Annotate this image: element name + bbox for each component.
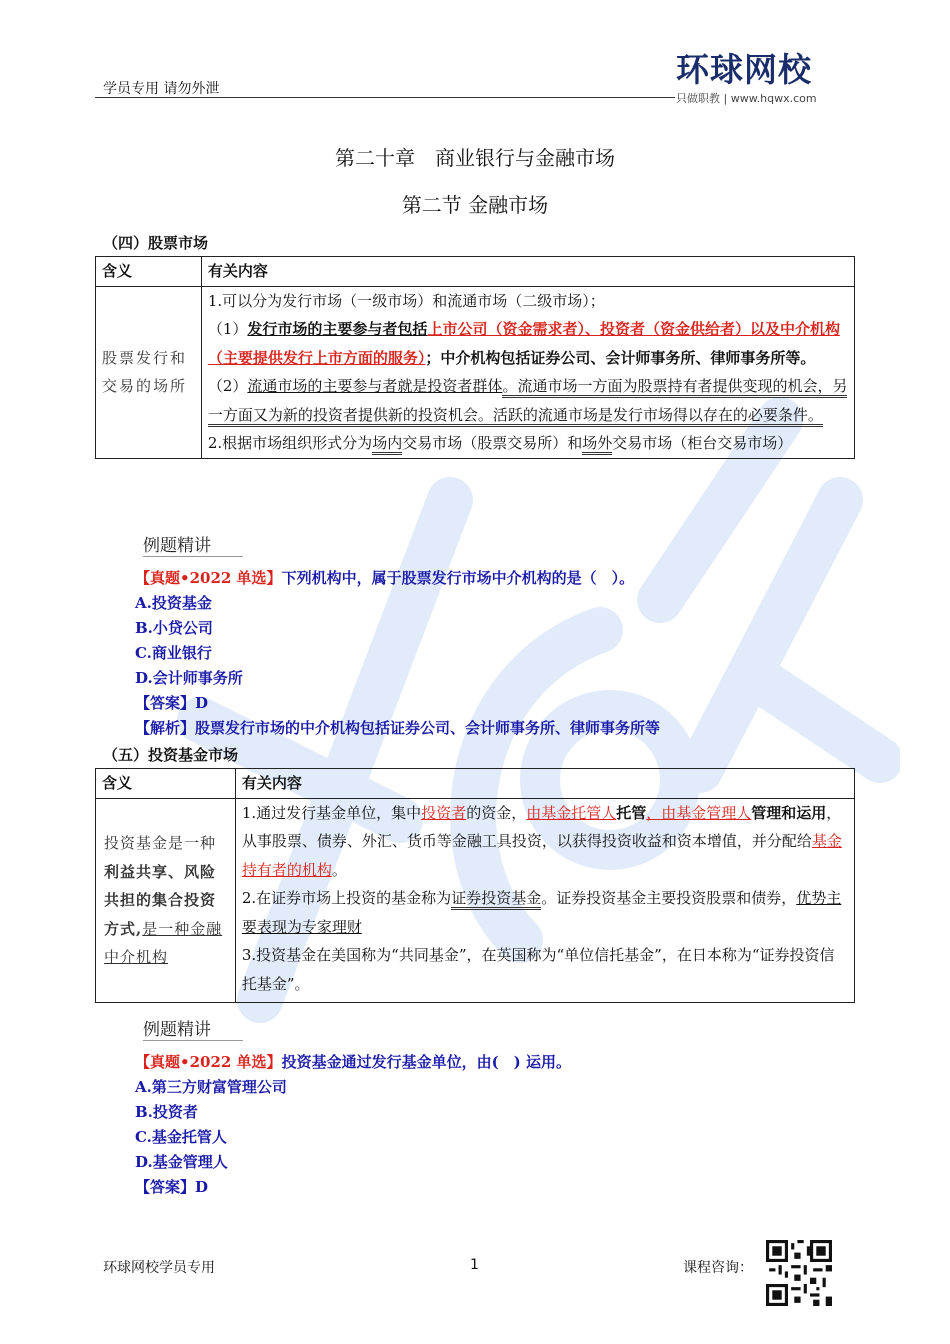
chapter-title: 第二十章 商业银行与金融市场 xyxy=(335,146,615,170)
question-tag: 【真题•2022 单选】 xyxy=(135,569,282,587)
row-label-fund: 投资基金是一种利益共享、风险共担的集合投资方式,是一种金融中介机构 xyxy=(96,798,236,1003)
question-tag-2: 【真题•2022 单选】 xyxy=(135,1053,282,1071)
example-title-divider-2 xyxy=(143,1040,243,1041)
logo-name: 环球网校 xyxy=(676,50,812,89)
fund-point-1: 1.通过发行基金单位，集中投资者的资金，由基金托管人托管，由基金管理人管理和运用，从事股票、债券、外汇、货币等金融工具投资，以获得投资收益和资本增值，并分配给基金持有者的机构。 xyxy=(241,803,842,879)
fund-point-3: 3.投资基金在美国称为“共同基金”，在英国称为“单位信托基金”，在日本称为“证券投资信托基金”。 xyxy=(241,946,835,993)
footer-label: 环球网校学员专用 xyxy=(103,1260,215,1276)
page-number: 1 xyxy=(470,1257,479,1273)
option-c: C.商业银行 xyxy=(135,644,212,662)
consult-label: 课程咨询： xyxy=(683,1260,753,1276)
option-a-2: A.第三方财富管理公司 xyxy=(135,1078,287,1096)
question-1 xyxy=(135,566,634,591)
fund-market-heading: （五）投资基金市场 xyxy=(103,746,239,764)
col-header-content-2: 有关内容 xyxy=(235,769,854,799)
option-d: D.会计师事务所 xyxy=(135,669,243,687)
section-title: 第二节 金融市场 xyxy=(401,193,549,217)
option-c-2: C.基金托管人 xyxy=(135,1128,227,1146)
fund-content-cell xyxy=(235,798,854,1003)
header-note: 学员专用 请勿外泄 xyxy=(103,81,220,97)
analysis-1: 【解析】股票发行市场的中介机构包括证券公司、会计师事务所、律师事务所等 xyxy=(135,719,661,737)
logo-subtitle: 只做职教 | www.hqwx.com xyxy=(676,92,817,105)
question-text: 下列机构中，属于股票发行市场中介机构的是（ ）。 xyxy=(281,569,635,587)
fund-point-2: 2.在证券市场上投资的基金称为证券投资基金。证券投资基金主要投资股票和债券，优势主要表现为专家理财 xyxy=(241,889,842,936)
fund-market-table xyxy=(95,768,855,1003)
question-text-2: 投资基金通过发行基金单位，由( ) 运用。 xyxy=(281,1053,571,1071)
stock-content-cell xyxy=(201,286,854,458)
answer-2: 【答案】D xyxy=(135,1178,209,1196)
header-divider xyxy=(95,97,675,98)
question-2 xyxy=(135,1050,571,1075)
col-header-content: 有关内容 xyxy=(201,257,854,287)
qr-code-icon[interactable] xyxy=(766,1240,832,1306)
stock-market-table xyxy=(95,256,855,459)
stock-point-1-1: （1）发行市场的主要参与者包括上市公司（资金需求者）、投资者（资金供给者）以及中介机构（主要提供发行上市方面的服务）；中介机构包括证券公司、会计师事务所、律师事务所等。 xyxy=(207,320,840,367)
col-header-meaning: 含义 xyxy=(96,257,202,287)
stock-point-2: 2.根据市场组织形式分为场内交易市场（股票交易所）和场外交易市场（柜台交易市场） xyxy=(208,429,848,458)
stock-point-1: 1.可以分为发行市场（一级市场）和流通市场（二级市场）； xyxy=(207,291,605,310)
row-label-stock: 股票发行和交易的场所 xyxy=(96,286,202,458)
example-title-divider-1 xyxy=(143,556,243,557)
stock-market-heading: （四）股票市场 xyxy=(103,234,209,252)
col-header-meaning-2: 含义 xyxy=(96,769,236,799)
answer-1: 【答案】D xyxy=(135,694,209,712)
stock-point-1-2: （2）流通市场的主要参与者就是投资者群体。流通市场一方面为股票持有者提供变现的机会，另一方面又为新的投资者提供新的投资机会。活跃的流通市场是发行市场得以存在的必要条件。 xyxy=(208,372,848,429)
option-d-2: D.基金管理人 xyxy=(135,1153,228,1171)
brand-logo xyxy=(676,52,846,108)
option-b: B.小贷公司 xyxy=(135,619,213,637)
option-a: A.投资基金 xyxy=(135,594,212,612)
option-b-2: B.投资者 xyxy=(135,1103,198,1121)
example-title-2: 例题精讲 xyxy=(143,1020,211,1040)
example-title-1: 例题精讲 xyxy=(143,536,211,556)
